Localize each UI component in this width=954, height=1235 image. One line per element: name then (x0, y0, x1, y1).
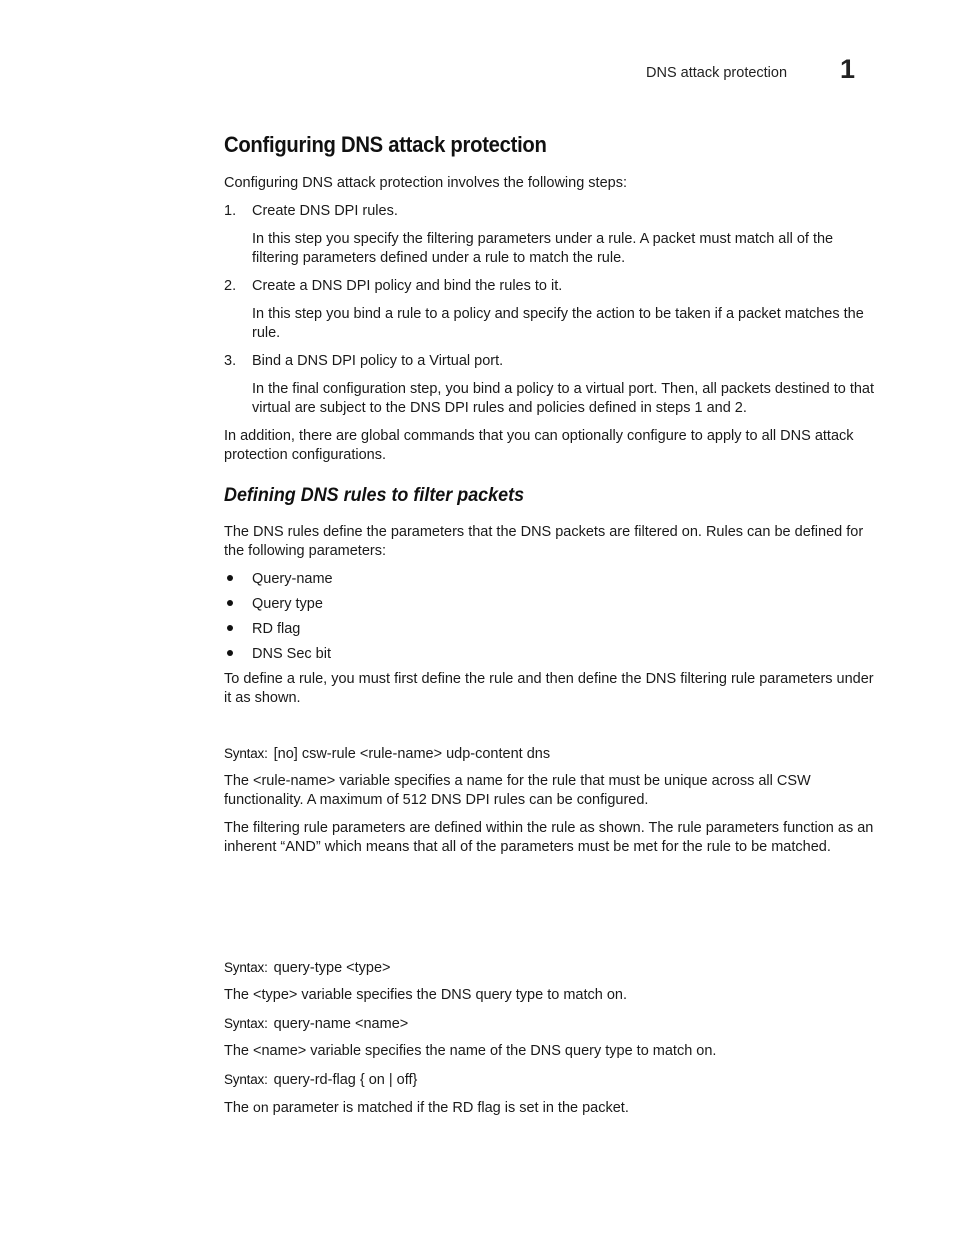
syntax-command: query-type <type> (273, 960, 391, 976)
step-title: Bind a DNS DPI policy to a Virtual port. (252, 353, 504, 369)
syntax-query-name (224, 1014, 874, 1034)
step-number: 1. (224, 203, 237, 219)
step-title: Create DNS DPI rules. (252, 203, 398, 219)
section-heading: Configuring DNS attack protection (224, 132, 547, 157)
syntax-query-rd-flag (224, 1070, 874, 1090)
name-description: The <name> variable specifies the name of the DNS query type to match on. (224, 1043, 717, 1059)
step-detail: In the final configuration step, you bind a policy to a virtual port. Then, all packets destined to that virtual are subject to the DNS DPI rules and policies defined in steps 1 and 2. (252, 381, 874, 416)
list-item-text: Query-name (252, 571, 333, 587)
global-commands-paragraph: In addition, there are global commands that you can optionally configure to apply to all DNS attack protection configurations. (224, 428, 854, 463)
define-rule-paragraph: To define a rule, you must first define the rule and then define the DNS filtering rule parameters under it as shown. (224, 671, 874, 706)
filter-parameters-description: The filtering rule parameters are defined within the rule as shown. The rule parameters function as an inherent “AND” which means that all of the parameters must be met for the rule to be matched. (224, 820, 874, 855)
syntax-csw-rule (224, 744, 874, 764)
description-suffix: parameter is matched if the RD flag is set in the packet. (272, 1100, 629, 1116)
step-number: 3. (224, 353, 237, 369)
step-number: 2. (224, 278, 237, 294)
step-detail: In this step you bind a rule to a policy and specify the action to be taken if a packet matches the rule. (252, 306, 864, 341)
on-keyword: on (253, 1099, 269, 1115)
step-title: Create a DNS DPI policy and bind the rules to it. (252, 278, 563, 294)
syntax-command: [no] csw-rule <rule-name> udp-content dns (273, 746, 551, 762)
description-prefix: The (224, 1100, 249, 1116)
step-detail: In this step you specify the filtering parameters under a rule. A packet must match all of the filtering parameters defined under a rule to match the rule. (252, 231, 834, 266)
list-item-text: DNS Sec bit (252, 646, 331, 662)
list-item-text: Query type (252, 596, 323, 612)
syntax-label: Syntax: (224, 746, 268, 761)
rule-name-description: The <rule-name> variable specifies a name for the rule that must be unique across all CSW functionality. A maximum of 512 DNS DPI rules can be configured. (224, 773, 811, 808)
syntax-query-type (224, 958, 874, 978)
syntax-label: Syntax: (224, 1072, 268, 1087)
intro-paragraph: Configuring DNS attack protection involves the following steps: (224, 175, 627, 191)
chapter-number: 1 (840, 54, 856, 84)
rules-intro-paragraph: The DNS rules define the parameters that the DNS packets are filtered on. Rules can be defined for the following parameters: (224, 524, 864, 559)
syntax-command: query-rd-flag { on | off} (273, 1072, 418, 1088)
bullet-icon (227, 575, 233, 581)
list-item-text: RD flag (252, 621, 301, 637)
rd-flag-description (224, 1098, 874, 1118)
bullet-icon (227, 600, 233, 606)
syntax-command: query-name <name> (273, 1016, 409, 1032)
running-header-title: DNS attack protection (646, 65, 788, 81)
syntax-label: Syntax: (224, 1016, 268, 1031)
page-header (0, 0, 954, 100)
type-description: The <type> variable specifies the DNS query type to match on. (224, 987, 627, 1003)
bullet-icon (227, 625, 233, 631)
syntax-label: Syntax: (224, 960, 268, 975)
subsection-heading: Defining DNS rules to filter packets (224, 484, 525, 506)
bullet-icon (227, 650, 233, 656)
